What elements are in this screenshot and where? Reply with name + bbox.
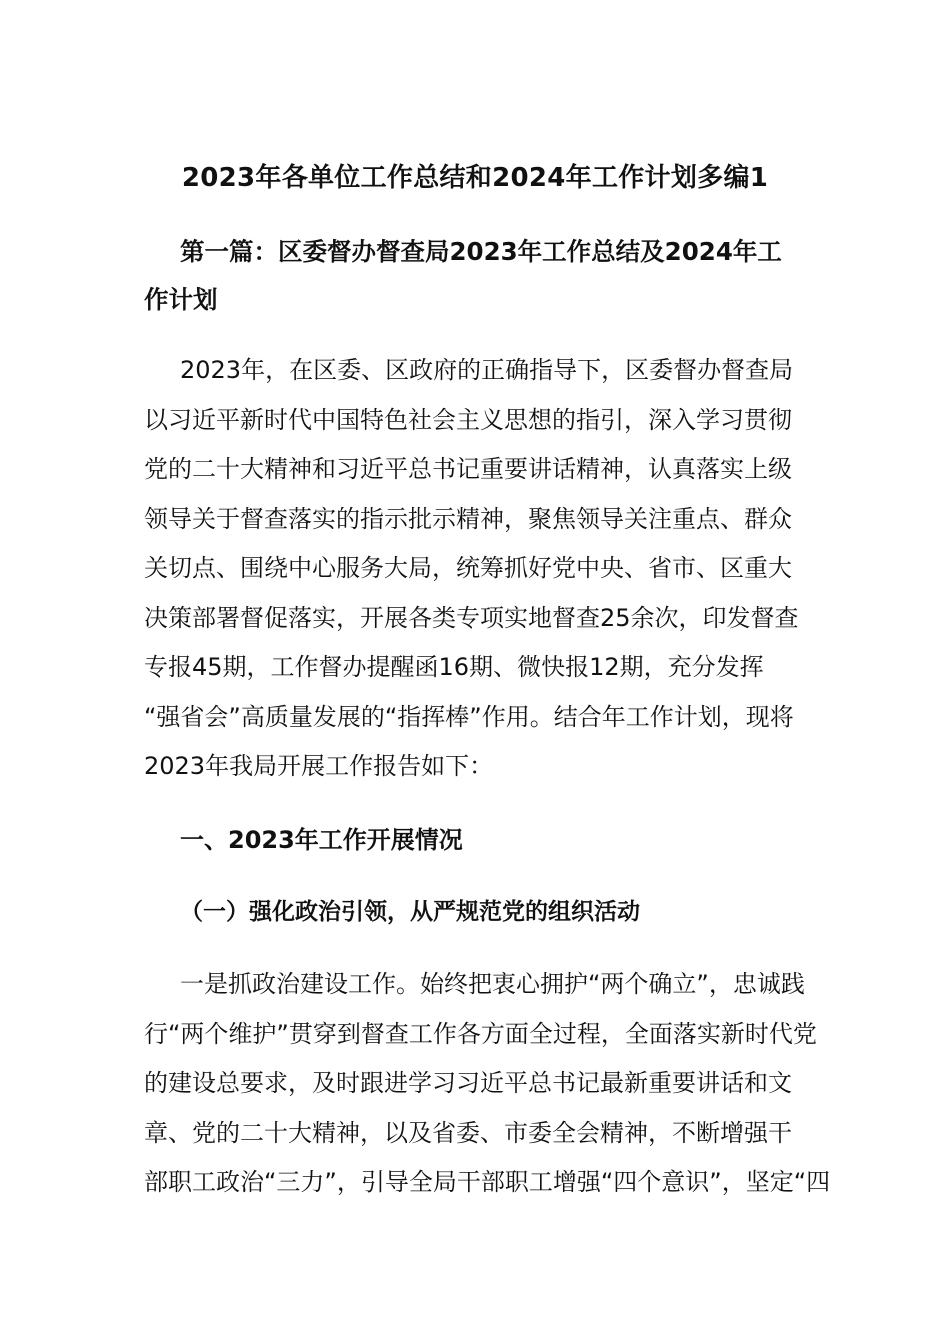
paragraph-line: 一是抓政治建设工作。始终把衷心拥护“两个确立”，忠诚践	[180, 970, 805, 998]
document-subtitle: 第一篇：区委督办督查局2023年工作总结及2024年工作计划	[144, 237, 782, 314]
paragraph-line: 2023年我局开展工作报告如下：	[144, 752, 494, 780]
subsection-heading: （一）强化政治引领，从严规范党的组织活动	[180, 899, 640, 925]
paragraph-line: 的建设总要求，及时跟进学习习近平总书记最新重要讲话和文	[144, 1069, 792, 1097]
paragraph-line: “强省会”高质量发展的“指挥棒”作用。结合年工作计划，现将	[144, 702, 794, 731]
paragraph-line: 以习近平新时代中国特色社会主义思想的指引，深入学习贯彻	[144, 405, 792, 434]
paragraph-line: 专报45期，工作督办提醒函16期、微快报12期，充分发挥	[144, 653, 764, 681]
paragraph-line: 2023年，在区委、区政府的正确指导下，区委督办督查局	[180, 356, 794, 384]
paragraph-line: 行“两个维护”贯穿到督查工作各方面全过程，全面落实新时代党	[144, 1019, 817, 1048]
paragraph-line: 党的二十大精神和习近平总书记重要讲话精神，认真落实上级	[144, 455, 792, 483]
paragraph-political-building	[144, 960, 831, 1208]
paragraph-line: 关切点、围绕中心服务大局，统筹抓好党中央、省市、区重大	[144, 554, 792, 582]
document-title: 2023年各单位工作总结和2024年工作计划多编1	[181, 163, 769, 193]
paragraph-line: 领导关于督查落实的指示批示精神，聚焦领导关注重点、群众	[144, 504, 792, 533]
paragraph-intro	[144, 346, 816, 792]
section-heading: 一、2023年工作开展情况	[180, 826, 463, 854]
paragraph-line: 章、党的二十大精神，以及省委、市委全会精神，不断增强干	[144, 1118, 792, 1147]
paragraph-line: 决策部署督促落实，开展各类专项实地督查25余次，印发督查	[144, 603, 799, 632]
paragraph-line: 部职工政治“三力”，引导全局干部职工增强“四个意识”，坚定“四	[144, 1168, 831, 1196]
